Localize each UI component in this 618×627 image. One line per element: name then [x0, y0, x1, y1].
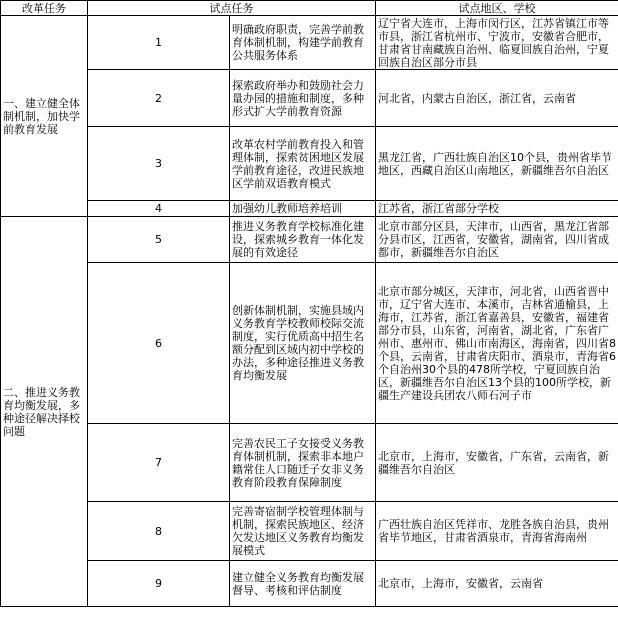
- table-row: [1, 127, 618, 201]
- content-cell: 创新体制机制，实施县域内义务教育学校教师校际交流制度，实行优质高中招生名额分配到区域内初中学校的办法，多种途径推进义务教育均衡发展: [230, 263, 376, 424]
- region-cell: 北京市部分区县，天津市，山西省，黑龙江省部分县市区，江西省，安徽省，湖南省，四川省成都市，新疆维吾尔自治区: [376, 217, 618, 263]
- region-cell: 北京市，上海市，安徽省，广东省，云南省，新疆维吾尔自治区: [376, 424, 618, 502]
- header-content: 试点任务: [88, 1, 376, 16]
- table-row: [1, 424, 618, 502]
- region-cell: 黑龙江省，广西壮族自治区10个县，贵州省毕节地区，西藏自治区山南地区，新疆维吾尔自治区: [376, 127, 618, 201]
- table-row: [1, 201, 618, 217]
- header-row: [1, 1, 618, 16]
- row-number: 2: [88, 70, 230, 127]
- content-cell: 改革农村学前教育投入和管理体制，探索贫困地区发展学前教育途径，改进民族地区学前双语教育模式: [230, 127, 376, 201]
- header-task: 改革任务: [1, 1, 88, 16]
- row-number: 7: [88, 424, 230, 502]
- region-cell: 江苏省，浙江省部分学校: [376, 201, 618, 217]
- content-cell: 推进义务教育学校标准化建设，探索城乡教育一体化发展的有效途径: [230, 217, 376, 263]
- content-cell: 探索政府举办和鼓励社会力量办园的措施和制度，多种形式扩大学前教育资源: [230, 70, 376, 127]
- row-number: 6: [88, 263, 230, 424]
- content-cell: 完善寄宿制学校管理体制与机制，探索民族地区、经济欠发达地区义务教育均衡发展模式: [230, 502, 376, 561]
- row-number: 1: [88, 16, 230, 70]
- task-cell: 一、建立健全体制机制，加快学前教育发展: [1, 16, 88, 217]
- task-cell: 二、推进义务教育均衡发展，多种途径解决择校问题: [1, 217, 88, 607]
- row-number: 5: [88, 217, 230, 263]
- row-number: 8: [88, 502, 230, 561]
- content-cell: 明确政府职责，完善学前教育体制机制，构建学前教育公共服务体系: [230, 16, 376, 70]
- row-number: 4: [88, 201, 230, 217]
- row-number: 9: [88, 561, 230, 607]
- content-cell: 完善农民工子女接受义务教育体制机制，探索非本地户籍常住人口随迁子女非义务教育阶段教育保障制度: [230, 424, 376, 502]
- region-cell: 河北省，内蒙古自治区，浙江省，云南省: [376, 70, 618, 127]
- table-row: [1, 263, 618, 424]
- table-row: [1, 70, 618, 127]
- region-cell: 广西壮族自治区凭祥市、龙胜各族自治县，贵州省毕节地区，甘肃省酒泉市，青海省海南州: [376, 502, 618, 561]
- content-cell: 加强幼儿教师培养培训: [230, 201, 376, 217]
- header-region: 试点地区、学校: [376, 1, 618, 16]
- region-cell: 北京市，上海市，安徽省，云南省: [376, 561, 618, 607]
- row-number: 3: [88, 127, 230, 201]
- region-cell: 辽宁省大连市，上海市闵行区，江苏省镇江市等市县，浙江省杭州市、宁波市，安徽省合肥市，甘肃省甘南藏族自治州、临夏回族自治州，宁夏回族自治区部分市县: [376, 16, 618, 70]
- region-cell: 北京市部分城区，天津市，河北省，山西省晋中市，辽宁省大连市、本溪市，吉林省通榆县，上海市，江苏省，浙江省嘉善县，安徽省，福建省部分市县，山东省，河南省，湖北省，广东省广州市、惠州市、佛山市南海区，海南省，四川省8个县，云南省，甘肃省庆阳市、酒泉市，青海省6个自治州30个县的478所学校，宁夏回族自治区，新疆维吾尔自治区13个县的100所学校，新疆生产建设兵团农八师石河子市: [376, 263, 618, 424]
- table-row: [1, 502, 618, 561]
- table-row: [1, 217, 618, 263]
- table-row: [1, 561, 618, 607]
- table-row: [1, 16, 618, 70]
- content-cell: 建立健全义务教育均衡发展督导、考核和评估制度: [230, 561, 376, 607]
